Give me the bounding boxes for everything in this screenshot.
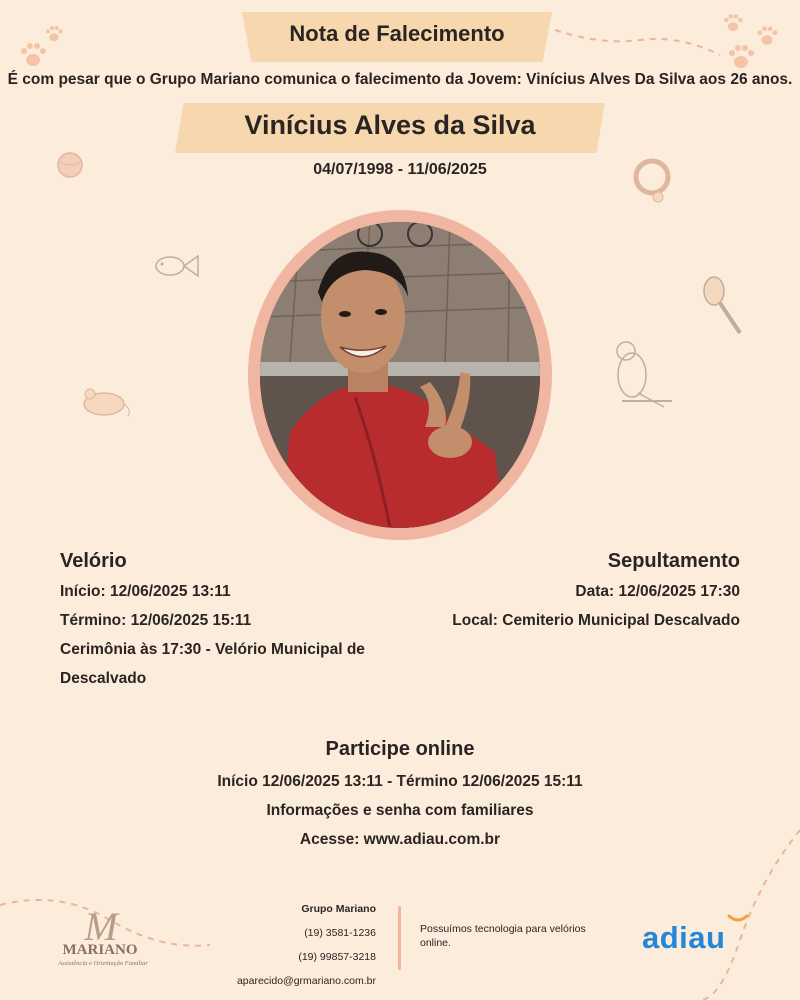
footer-divider bbox=[398, 906, 401, 970]
tech-text: Possuímos tecnologia para velórios online. bbox=[420, 923, 586, 949]
life-dates: 04/07/1998 - 11/06/2025 bbox=[313, 161, 487, 178]
paw-icon bbox=[722, 12, 744, 34]
mariano-logo bbox=[55, 902, 155, 972]
deceased-name: Vinícius Alves da Silva bbox=[244, 110, 536, 140]
sepultamento-section bbox=[420, 550, 740, 635]
email-link[interactable]: aparecido@grmariano.com.br bbox=[236, 975, 376, 987]
svg-text:M: M bbox=[84, 904, 118, 949]
paw-icon bbox=[18, 40, 48, 70]
company-name: Grupo Mariano bbox=[301, 903, 376, 915]
adiau-logo bbox=[642, 920, 725, 956]
mouse-icon bbox=[72, 380, 134, 420]
phone-2[interactable]: (19) 99857-3218 bbox=[298, 951, 376, 963]
online-acesse: Acesse: www.adiau.com.br bbox=[299, 831, 501, 848]
velorio-cerimonia-line1: Cerimônia às 17:30 - Velório Municipal de bbox=[60, 641, 365, 658]
paw-icon bbox=[44, 24, 64, 44]
adiau-logo-text: adiau bbox=[642, 920, 726, 955]
velorio-termino: Término: 12/06/2025 15:11 bbox=[60, 612, 252, 629]
sepultamento-heading: Sepultamento bbox=[607, 550, 740, 572]
paw-icon bbox=[726, 42, 756, 72]
paw-icon bbox=[755, 24, 779, 48]
parakeet-icon bbox=[602, 335, 674, 417]
adiau-accent-icon bbox=[727, 914, 749, 924]
sepultamento-data: Data: 12/06/2025 17:30 bbox=[575, 583, 740, 600]
footer-contacts bbox=[200, 897, 376, 993]
mariano-logo-text: MARIANO bbox=[62, 942, 138, 958]
fish-icon bbox=[148, 240, 204, 288]
online-periodo: Início 12/06/2025 13:11 - Término 12/06/2025 15:11 bbox=[217, 773, 583, 790]
velorio-cerimonia-line2: Descalvado bbox=[60, 670, 147, 687]
mariano-logo-tagline: Assistência e Orientação Familiar bbox=[58, 960, 148, 967]
velorio-heading: Velório bbox=[60, 550, 127, 572]
announcement-text: É com pesar que o Grupo Mariano comunica o falecimento da Jovem: Vinícius Alves Da Silva aos 26 anos. bbox=[7, 71, 793, 88]
online-heading: Participe online bbox=[325, 738, 475, 760]
velorio-inicio: Início: 12/06/2025 13:11 bbox=[60, 583, 231, 600]
phone-1[interactable]: (19) 3581-1236 bbox=[304, 927, 376, 939]
online-section bbox=[0, 738, 800, 854]
sepultamento-local: Local: Cemiterio Municipal Descalvado bbox=[452, 612, 740, 629]
online-info: Informações e senha com familiares bbox=[266, 802, 534, 819]
brush-icon bbox=[700, 275, 746, 337]
velorio-section bbox=[60, 550, 390, 693]
page-title: Nota de Falecimento bbox=[289, 21, 505, 46]
portrait-photo bbox=[260, 222, 540, 528]
